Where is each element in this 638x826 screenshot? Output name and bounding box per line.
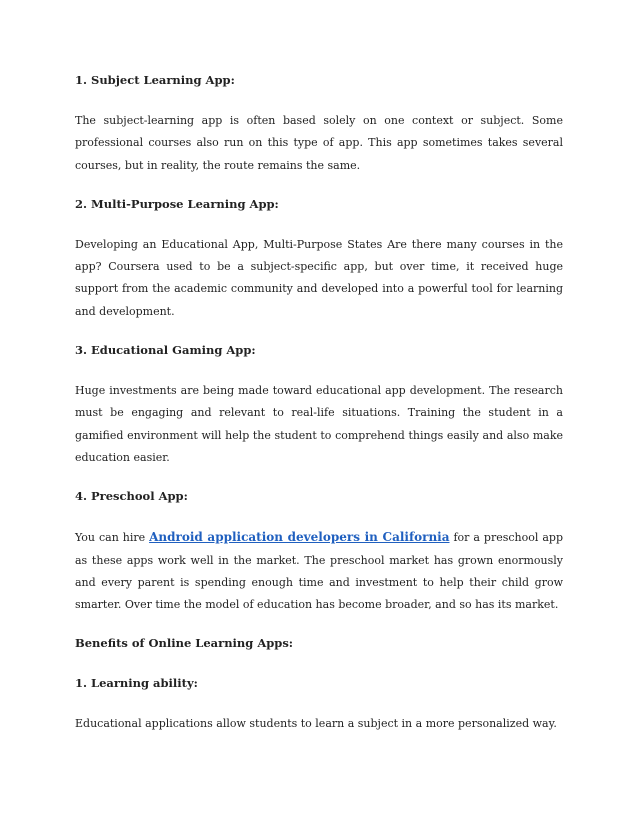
benefit-1-body: Educational applications allow students to learn a subject in a more personalized way.	[75, 717, 557, 731]
section-3-body: Huge investments are being made toward educational app development. The research must be engaging and relevant to real-life situations. Training the student in a gamified environment will help the student to comprehend things easily and also make education easier.	[75, 384, 563, 464]
section-4-heading: 4. Preschool App:	[75, 489, 188, 504]
android-developers-link[interactable]: Android application developers in California	[149, 530, 450, 545]
document-page	[75, 70, 563, 736]
section-1-body: The subject-learning app is often based solely on one context or subject. Some professional courses also run on this type of app. This app sometimes takes several courses, but in reality, the route remains the same.	[75, 114, 563, 172]
section-2-body: Developing an Educational App, Multi-Purpose States Are there many courses in the app? Coursera used to be a subject-specific app, but over time, it received huge support from the academic community and developed into a powerful tool for learning and development.	[75, 237, 563, 318]
section-4-body-prefix: You can hire	[75, 531, 150, 545]
section-2-heading: 2. Multi-Purpose Learning App:	[75, 196, 279, 211]
benefits-heading: Benefits of Online Learning Apps:	[75, 636, 294, 651]
section-1-heading: 1. Subject Learning App:	[75, 73, 235, 87]
section-3-heading: 3. Educational Gaming App:	[75, 343, 256, 358]
benefit-1-heading: 1. Learning ability:	[75, 676, 198, 691]
section-4-body-suffix: for a preschool app as these apps work well in the market. The preschool market has grown enormously and every parent is spending enough time and investment to help their child grow smarter. Over time the model of education has become broader, and so has its market.	[75, 531, 563, 612]
section-4-body	[75, 526, 563, 616]
